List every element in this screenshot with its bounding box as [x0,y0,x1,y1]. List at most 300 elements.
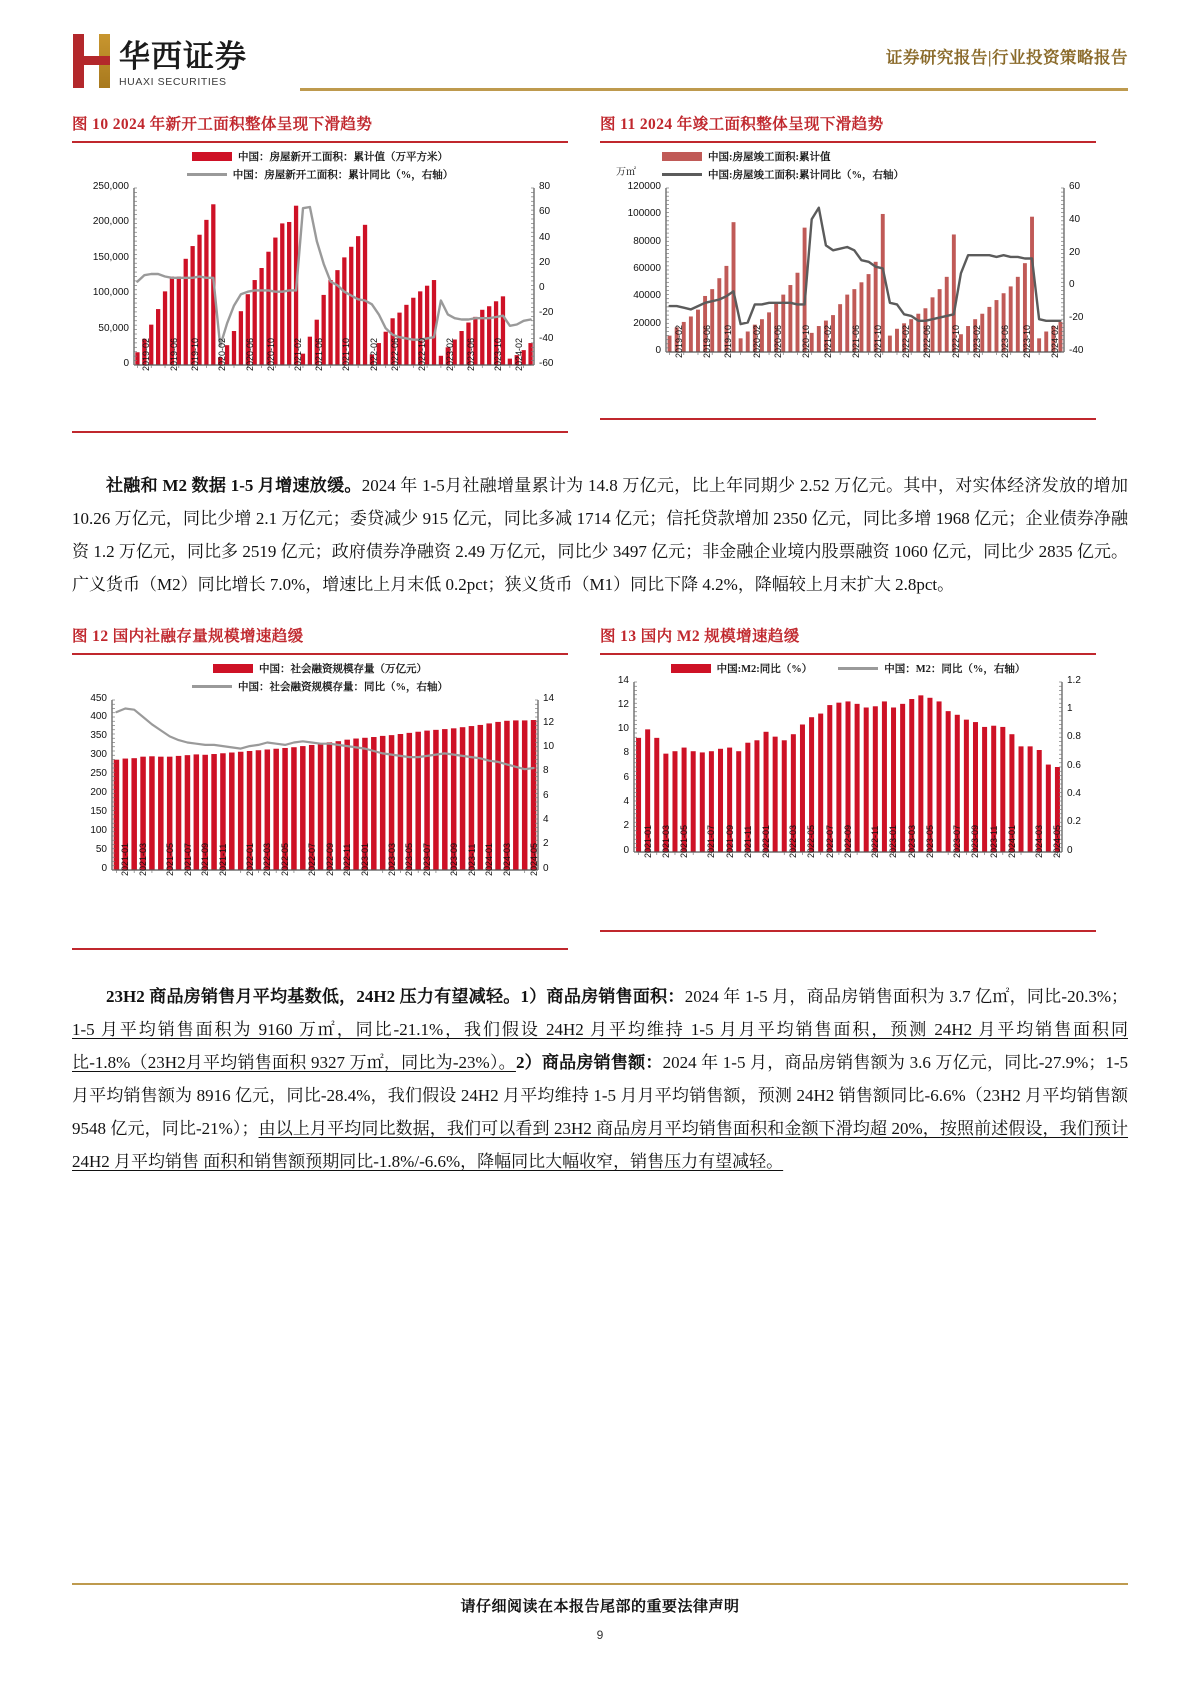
figure-12-plot [72,694,568,944]
bar [782,740,787,852]
bar [717,278,721,352]
x-tick-label: 2020-10 [265,337,276,371]
bar [767,312,771,352]
y2-tick-label: 60 [539,206,551,218]
paragraph-social-financing [72,469,1128,602]
x-tick-label: 2023-09 [448,842,459,876]
header-divider [300,88,1128,91]
paragraph-2-sub1-text: 2024 年 1-5 月，商品房销售面积为 3.7 亿㎡，同比-20.3%； [684,986,1128,1006]
y2-tick-label: 12 [543,716,555,728]
bar [280,223,284,365]
x-tick-label: 2022-06 [389,337,400,371]
paragraph-property-sales [72,980,1128,1179]
bar [194,754,200,870]
x-tick-label: 2024-01 [484,842,495,876]
footer-divider [72,1583,1128,1585]
bar [855,703,860,851]
figure-12-title: 图 12 国内社融存量规模增速趋缓 [72,627,304,645]
bar [404,305,408,365]
legend-line-swatch-icon [187,173,227,176]
figure-13 [600,624,1096,950]
bar [746,332,750,353]
x-tick-label: 2022-10 [417,337,428,371]
y2-tick-label: 0.6 [1067,759,1081,771]
x-tick-label: 2021-03 [660,824,671,858]
bar [371,737,377,870]
bar [672,751,677,852]
y-tick-label: 350 [90,730,107,742]
figure-12-frame [72,653,568,950]
y-tick-label: 150,000 [92,251,129,263]
bar [398,734,404,870]
figure-13-frame [600,653,1096,932]
bar [964,719,969,851]
bar [888,336,892,352]
x-tick-label: 2022-09 [324,842,335,876]
y-tick-label: 60000 [633,263,661,274]
x-tick-label: 2021-06 [313,337,324,371]
bar [867,274,871,352]
bar [149,756,155,870]
bar [918,695,923,852]
y2-tick-label: 4 [543,813,549,825]
bar [487,306,491,365]
plot-fig10-svg [72,182,568,427]
bar [836,702,841,851]
bar [163,291,167,365]
legend-item-bar [213,661,427,676]
bar [700,752,705,852]
figure-13-title: 图 13 国内 M2 规模增速趋缓 [600,627,800,645]
x-tick-label: 2023-11 [988,825,999,858]
bar [256,750,262,870]
bar [895,329,899,352]
legend-line-swatch-icon [662,173,702,176]
x-tick-label: 2021-07 [182,842,193,876]
page-header [72,0,1128,86]
x-tick-label: 2023-03 [386,842,397,876]
x-tick-label: 2022-06 [922,324,933,358]
figure-row-bottom [72,624,1128,950]
y-tick-label: 8 [623,747,629,759]
bar [864,707,869,852]
y2-tick-label: 0.8 [1067,731,1081,743]
figure-13-legend [600,661,1096,676]
bar [442,729,448,870]
x-tick-label: 2023-10 [1021,324,1032,358]
plot-fig12-svg [72,694,568,944]
y-tick-label: 100,000 [92,287,129,299]
x-tick-label: 2023-06 [465,337,476,371]
bar [654,737,659,851]
y-tick-label: 250,000 [92,181,129,192]
y2-tick-label: -40 [1069,345,1084,356]
x-tick-label: 2023-02 [444,337,455,371]
bar [736,751,741,852]
x-tick-label: 2023-07 [952,824,963,858]
y-tick-label: 80000 [633,235,661,247]
bar [156,309,160,365]
x-tick-label: 2020-10 [801,324,812,358]
bar [460,727,466,870]
bar [1000,726,1005,851]
bar [817,326,821,352]
plot-fig11-svg [600,182,1096,414]
bar [718,748,723,851]
bar [508,359,512,365]
bar [328,280,332,365]
legend-bar-swatch-icon [192,152,232,161]
x-tick-label: 2020-02 [751,324,762,358]
bar [696,310,700,352]
bar [300,746,306,870]
figure-10-plot [72,182,568,427]
paragraph-2-sub1-lead: 1）商品房销售面积： [520,986,685,1006]
x-tick-label: 2023-01 [360,842,371,876]
x-tick-label: 2023-09 [970,824,981,858]
brand-logo [72,34,247,88]
y2-tick-label: 6 [543,789,549,801]
bar [938,289,942,352]
huaxi-logo-icon [72,34,112,88]
x-tick-label: 2022-07 [306,842,317,876]
bar [439,356,443,365]
bar [232,331,236,365]
y-tick-label: 300 [90,749,107,761]
bar [336,741,342,870]
paragraph-1-body: 2024 年 1-5月社融增量累计为 14.8 万亿元，比上年同期少 2.52 万亿元。其中，对实体经济发放的增加 10.26 万亿元，同比少增 2.1 万亿元；委贷减少 915 亿元，同比多减 1714 亿元；信托贷款增加 2350 亿元，同比多增 1968 亿元；企业债券净融资 1.2 万亿元，同比多 2519 亿元；政府债券净融资 2.49 万亿元，同比少 3497 亿元；非金融企业境内股票融资 1060 亿元，同比少 2835 亿元。广义货币（M2）同比增长 7.0%，增速比上月末低 0.2pct；狭义货币（M1）同比下降 4.2%，降幅较上月末扩大 2.8pct。 [72,476,1128,595]
bar [739,338,743,352]
bar [800,724,805,852]
x-tick-label: 2024-05 [528,842,539,876]
y2-tick-label: 8 [543,765,549,777]
y2-tick-label: -20 [1069,312,1084,324]
x-tick-label: 2022-11 [342,843,353,876]
x-tick-label: 2022-07 [824,824,835,858]
legend-bar-label: 中国:M2:同比（%） [716,663,813,675]
x-tick-label: 2021-06 [851,324,862,358]
x-tick-label: 2021-02 [293,337,304,371]
legal-notice: 请仔细阅读在本报告尾部的重要法律声明 [460,1599,740,1615]
y-tick-label: 40000 [633,290,661,302]
y-tick-label: 450 [90,692,107,704]
x-tick-label: 2022-05 [806,824,817,858]
x-tick-label: 2020-06 [773,324,784,358]
bar [1019,746,1024,852]
page-footer [72,1583,1128,1642]
bar [513,720,519,870]
y2-tick-label: 1.2 [1067,674,1081,686]
x-tick-label: 2021-09 [724,824,735,858]
legend-item-bar [192,149,448,164]
bar [433,729,439,869]
y-tick-label: 250 [90,768,107,780]
y-tick-label: 100000 [627,208,661,220]
plot-fig13-svg [600,676,1096,926]
paragraph-2-sub2-lead: 2）商品房销售额： [515,1052,663,1072]
figure-10-legend [72,149,568,182]
y-tick-label: 0 [123,358,129,369]
legend-item-bar [671,661,813,676]
y2-tick-label: 80 [539,181,551,192]
x-tick-label: 2021-10 [872,324,883,358]
y-tick-label: 0 [655,345,661,356]
bar [796,273,800,352]
x-tick-label: 2019-10 [723,324,734,358]
trend-line [137,207,530,346]
page-number: 9 [596,1628,604,1642]
bar [882,701,887,852]
x-tick-label: 2020-06 [244,337,255,371]
bar [818,713,823,851]
y2-tick-label: 10 [543,741,555,753]
legend-item-line [192,679,448,694]
logo-name-cn: 华西证券 [119,38,247,74]
paragraph-2-sub3-underlined: 由以上月平均同比数据，我们可以看到 23H2 商品房月平均销售面积和金额下滑均超 20%，按照前述假设，我们预计 24H2 月平均销售 面积和销售额预期同比-1.8%/-6.6%，降幅同比大幅收窄，销售压力有望减轻。 [72,1119,1129,1172]
x-tick-label: 2021-05 [164,842,175,876]
x-tick-label: 2021-11 [218,843,229,876]
bar [238,751,244,869]
y-tick-label: 14 [617,674,629,686]
bar [528,343,532,365]
figure-row-top [72,112,1128,433]
figure-11-legend [662,149,1096,182]
x-tick-label: 2022-01 [760,824,771,858]
bar [415,731,421,869]
x-tick-label: 2021-01 [120,842,131,876]
bar [1016,277,1020,352]
legend-item-line [662,167,904,182]
y2-tick-label: 0 [539,282,545,294]
x-tick-label: 2024-03 [1034,824,1045,858]
x-tick-label: 2023-02 [972,324,983,358]
x-tick-label: 2022-02 [369,337,380,371]
legend-item-line [187,167,454,182]
legend-line-swatch-icon [838,667,878,670]
y-tick-label: 120000 [627,181,661,192]
x-tick-label: 2021-01 [642,824,653,858]
x-tick-label: 2022-03 [262,842,273,876]
bar [1028,746,1033,852]
paragraph-2-sub2-text: 2024 年 1-5 月，商品房销售额为 3.6 万亿元，同比-27.9%；1-5 月平均销售额为 8916 亿元，同比-28.4%，我们假设 24H2 月平均维持 1-5 月月平均销售额，预测 24H2 销售额同比-6.6%（23H2 月平均销售额 9548 亿元，同比-21%）； [72,1052,1129,1139]
bar [691,751,696,852]
y2-tick-label: 0 [1067,844,1073,856]
figure-11-plot [600,182,1096,414]
figure-11-frame [600,141,1096,420]
x-tick-label: 2020-02 [217,337,228,371]
x-tick-label: 2021-11 [742,825,753,858]
bar [946,711,951,852]
bar [287,222,291,365]
x-tick-label: 2021-02 [822,324,833,358]
bar [1044,332,1048,353]
bar [318,743,324,869]
y2-tick-label: 0.4 [1067,787,1081,799]
bar [384,332,388,365]
bar [900,703,905,851]
bar [937,701,942,852]
y2-tick-label: 1 [1067,702,1073,714]
bar [788,285,792,352]
x-tick-label: 2024-05 [1052,824,1063,858]
y-tick-label: 200,000 [92,216,129,228]
y-tick-label: 200 [90,787,107,798]
figure-10-title: 图 10 2024 年新开工面积整体呈现下滑趋势 [72,116,373,133]
figure-12-legend [72,661,568,694]
x-tick-label: 2021-03 [138,842,149,876]
y2-tick-label: 2 [543,838,549,850]
bar [176,755,182,869]
bar [845,295,849,352]
logo-name-en: HUAXI SECURITIES [119,75,227,88]
legend-bar-swatch-icon [662,152,702,161]
y-tick-label: 4 [623,795,629,807]
y-tick-label: 0 [101,862,107,874]
x-tick-label: 2024-02 [513,337,524,371]
bar [459,331,463,365]
bar [432,280,436,365]
legend-line-swatch-icon [192,685,232,688]
figure-10 [72,112,568,433]
legend-bar-swatch-icon [213,664,253,673]
y2-tick-label: 60 [1069,181,1081,192]
y-tick-label: 50,000 [98,322,129,334]
y-tick-label: 0 [623,844,629,856]
y2-tick-label: 40 [1069,213,1081,225]
x-tick-label: 2021-10 [341,337,352,371]
bar [259,268,263,365]
legend-line-label: 中国：M2：同比（%，右轴） [884,663,1026,675]
legend-bar-swatch-icon [671,664,711,673]
legend-item-bar [662,149,831,164]
legend-item-line [838,661,1025,676]
legend-line-label: 中国：房屋新开工面积：累计同比（%，右轴） [232,170,454,181]
x-tick-label: 2022-02 [900,324,911,358]
figure-13-plot [600,676,1096,926]
x-tick-label: 2022-05 [280,842,291,876]
y2-tick-label: 20 [539,256,551,268]
y-tick-label: 150 [90,805,107,817]
bar [987,307,991,352]
x-tick-label: 2022-10 [950,324,961,358]
bar [995,300,999,352]
y2-tick-label: -40 [539,332,554,344]
bar [353,738,359,869]
bar [380,735,386,869]
bar [131,758,137,870]
x-tick-label: 2024-02 [1050,324,1061,358]
bar [229,752,235,869]
x-tick-label: 2022-01 [244,842,255,876]
bar [211,754,217,870]
y-tick-label: 10 [617,723,629,735]
bar [239,311,243,365]
bar [204,220,208,365]
figure-11-unit-label: 万㎡ [616,167,636,178]
bar [308,337,312,365]
x-tick-label: 2023-11 [466,843,477,876]
x-tick-label: 2023-10 [493,337,504,371]
bar [495,721,501,869]
bar [135,352,139,365]
x-tick-label: 2023-01 [888,824,899,858]
x-tick-label: 2023-07 [422,842,433,876]
bar [478,724,484,869]
y2-tick-label: 0.2 [1067,816,1081,828]
x-tick-label: 2019-06 [701,324,712,358]
y-tick-label: 400 [90,711,107,723]
bar [158,756,164,869]
x-tick-label: 2024-03 [502,842,513,876]
legend-line-label: 中国：社会融资规模存量：同比（%，右轴） [238,681,448,693]
x-tick-label: 2023-05 [924,824,935,858]
y2-tick-label: 0 [543,862,549,874]
y-tick-label: 12 [617,698,629,710]
bar [754,740,759,852]
y2-tick-label: 14 [543,692,555,704]
x-tick-label: 2022-09 [842,824,853,858]
x-tick-label: 2024-01 [1006,824,1017,858]
bar [273,748,279,869]
paragraph-2-lead: 23H2 商品房销售月平均基数低，24H2 压力有望减轻。 [106,986,521,1006]
y-tick-label: 50 [95,843,107,855]
y2-tick-label: 20 [1069,246,1081,258]
paragraph-1-lead: 社融和 M2 数据 1-5 月增速放缓。 [106,476,362,495]
legend-bar-label: 中国:房屋竣工面积:累计值 [708,152,831,163]
figure-11-title: 图 11 2024 年竣工面积整体呈现下滑趋势 [600,116,884,133]
bar [689,316,693,352]
y-tick-label: 100 [90,824,107,836]
x-tick-label: 2019-02 [141,337,152,371]
x-tick-label: 2019-06 [169,337,180,371]
x-tick-label: 2022-03 [788,824,799,858]
figure-12 [72,624,568,950]
bar [966,326,970,352]
bar [838,304,842,352]
y-tick-label: 6 [623,771,629,783]
bar [982,726,987,851]
legend-line-label: 中国:房屋竣工面积:累计同比（%，右轴） [708,170,904,181]
bar [291,747,297,870]
y2-tick-label: -20 [539,307,554,319]
y2-tick-label: 0 [1069,279,1075,291]
x-tick-label: 2019-02 [673,324,684,358]
x-tick-label: 2019-10 [189,337,200,371]
report-type-label: 证券研究报告|行业投资策略报告 [885,48,1128,67]
y-tick-label: 20000 [633,317,661,329]
legend-bar-label: 中国：社会融资规模存量（万亿元） [259,663,427,675]
y2-tick-label: -60 [539,358,554,369]
x-tick-label: 2021-07 [706,824,717,858]
bar [1046,764,1051,851]
bar [522,720,528,870]
x-tick-label: 2021-05 [678,824,689,858]
figure-10-frame [72,141,568,433]
figure-11 [600,112,1096,433]
y-tick-label: 2 [623,820,629,832]
y2-tick-label: 40 [539,231,551,243]
bar [184,259,188,365]
x-tick-label: 2023-06 [1000,324,1011,358]
x-tick-label: 2021-09 [200,842,211,876]
bar [411,298,415,365]
legend-bar-label: 中国：房屋新开工面积：累计值（万平方米） [238,152,448,163]
x-tick-label: 2023-03 [906,824,917,858]
paragraph-2-sub1-underlined: 1-5 月平均销售面积为 9160 万㎡，同比-21.1%，我们假设 24H2 月平均维持 1-5 月月平均销售面积，预测 24H2 月平均销售面积同比-1.8%（23H2月平均销售面积 9327 万㎡，同比为-23%）。 [72,1019,1128,1072]
bar [1037,338,1041,352]
x-tick-label: 2022-11 [870,825,881,858]
bar [773,736,778,851]
